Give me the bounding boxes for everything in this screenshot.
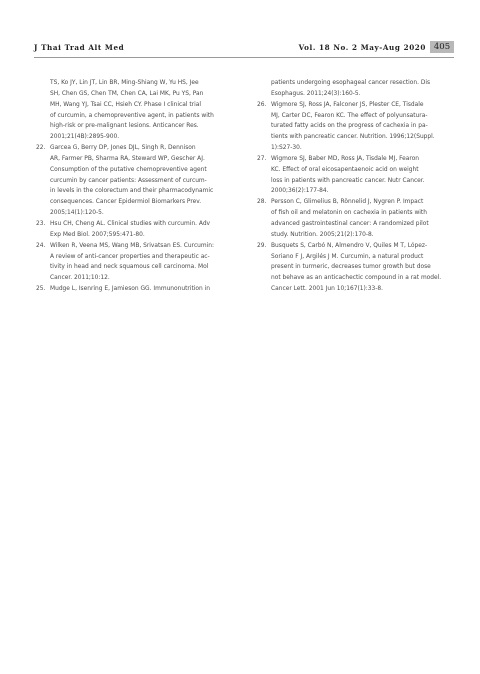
reference-text-line: 1):S27-30. (271, 145, 302, 152)
reference-number: 25. (36, 286, 46, 293)
reference-text-line: Busquets S, Carbó N, Almendro V, Quiles M T, López- (271, 242, 428, 249)
issue-info: Vol. 18 No. 2 May-Aug 2020 (298, 43, 426, 52)
reference-entry (257, 197, 462, 240)
left-column (36, 78, 241, 295)
reference-number: 27. (257, 155, 267, 162)
reference-text-line: AR, Farmer PB, Sharma RA, Steward WP, Gescher AJ. (50, 155, 205, 162)
reference-text-line: of fish oil and melatonin on cachexia in patients with (271, 210, 427, 217)
reference-number: 23. (36, 220, 46, 227)
reference-text-line: consequences. Cancer Epidermiol Biomarkers Prev. (50, 199, 202, 206)
reference-text-line: Garcea G, Berry DP, Jones DJL, Singh R, Dennison (50, 145, 196, 152)
reference-text-line: MH, Wang YJ, Tsai CC, Hsieh CY. Phase I clinical trial (50, 101, 201, 108)
reference-text-line: Wigmore SJ, Ross JA, Falconer JS, Plester CE, Tisdale (271, 101, 424, 108)
reference-text-line: tients with pancreatic cancer. Nutrition. 1996;12(Suppl. (271, 134, 435, 141)
reference-text-line: patients undergoing esophageal cancer resection. Dis (271, 80, 431, 86)
reference-text-line: in levels in the colorectum and their pharmacodynamic (50, 188, 214, 195)
reference-text-line: A review of anti-cancer properties and therapeutic ac- (50, 253, 210, 260)
reference-text-line: 2005;14(1):120-5. (50, 210, 104, 217)
reference-entry (36, 219, 241, 241)
reference-text-line: 2001;21(4B):2895-900. (50, 134, 120, 141)
reference-text-line: KC. Effect of oral eicosapentaenoic acid on weight (271, 166, 419, 173)
reference-entry (36, 143, 241, 219)
reference-text-line: Persson C, Glimelius B, Rönnelid J, Nygren P. Impact (271, 199, 424, 206)
header-rule (34, 57, 454, 58)
reference-text-line: not behave as an anticachectic compound in a rat model. (271, 275, 442, 282)
reference-text-line: loss in patients with pancreatic cancer. Nutr Cancer. (271, 177, 425, 184)
reference-text-line: advanced gastrointestinal cancer: A randomized pilot (271, 220, 429, 227)
reference-number: 28. (257, 199, 267, 206)
reference-entry (257, 241, 462, 295)
reference-number: 26. (257, 101, 267, 108)
reference-text-line: high-risk or pre-malignant lesions. Anticancer Res. (50, 123, 199, 130)
reference-text-line: Exp Med Biol. 2007;595:471-80. (50, 231, 145, 238)
reference-text-line: Consumption of the putative chemopreventive agent (50, 166, 207, 173)
reference-text-line: SH, Chen GS, Chen TM, Chen CA, Lai MK, Pu YS, Pan (50, 90, 204, 97)
reference-text-line: Esophagus. 2011;24(3):160-5. (271, 90, 361, 97)
reference-text-line: Wilken R, Veena MS, Wang MB, Srivatsan ES. Curcumin: (50, 242, 215, 249)
reference-text-line: MJ, Carter DC, Fearon KC. The effect of polyunsatura- (271, 112, 428, 119)
reference-entry (36, 284, 241, 295)
reference-text-line: Mudge L, Isenring E, Jamieson GG. Immunonutrition in (50, 286, 210, 293)
reference-text-line: present in turmeric, decreases tumor growth but dose (271, 264, 431, 271)
reference-number: 29. (257, 242, 267, 249)
reference-text-line: tivity in head and neck squamous cell carcinoma. Mol (50, 264, 209, 271)
right-column (257, 78, 462, 295)
reference-text-line: Soriano F J, Argilés J M. Curcumin, a natural product (271, 253, 424, 260)
reference-text-line: TS, Ko JY, Lin JT, Lin BR, Ming-Shiang W, Yu HS, Jee (50, 80, 199, 86)
reference-entry (36, 78, 241, 143)
journal-title: J Thai Trad Alt Med (34, 43, 125, 52)
reference-text-line: Cancer. 2011;10:12. (50, 275, 110, 282)
reference-text-line: Hsu CH, Cheng AL. Clinical studies with curcumin. Adv (50, 220, 211, 227)
reference-text-line: study. Nutrition. 2005;21(2):170-8. (271, 231, 374, 238)
reference-entry (36, 241, 241, 284)
reference-text-line: of curcumin, a chemopreventive agent, in patients with (50, 112, 214, 119)
reference-number: 22. (36, 145, 46, 152)
page-number: 405 (430, 41, 454, 53)
reference-text-line: turated fatty acids on the progress of cachexia in pa- (271, 123, 428, 130)
reference-text-line: Cancer Lett. 2001 Jun 10;167(1):33-8. (271, 286, 384, 293)
reference-entry (257, 154, 462, 197)
running-header (34, 41, 454, 57)
reference-entry (257, 78, 462, 100)
reference-text-line: 2000;36(2):177-84. (271, 188, 329, 195)
reference-text-line: curcumin by cancer patients: Assessment of curcum- (50, 177, 207, 184)
reference-entry (257, 100, 462, 154)
reference-number: 24. (36, 242, 46, 249)
reference-text-line: Wigmore SJ, Baber MD, Ross JA, Tisdale MJ, Fearon (271, 155, 420, 162)
